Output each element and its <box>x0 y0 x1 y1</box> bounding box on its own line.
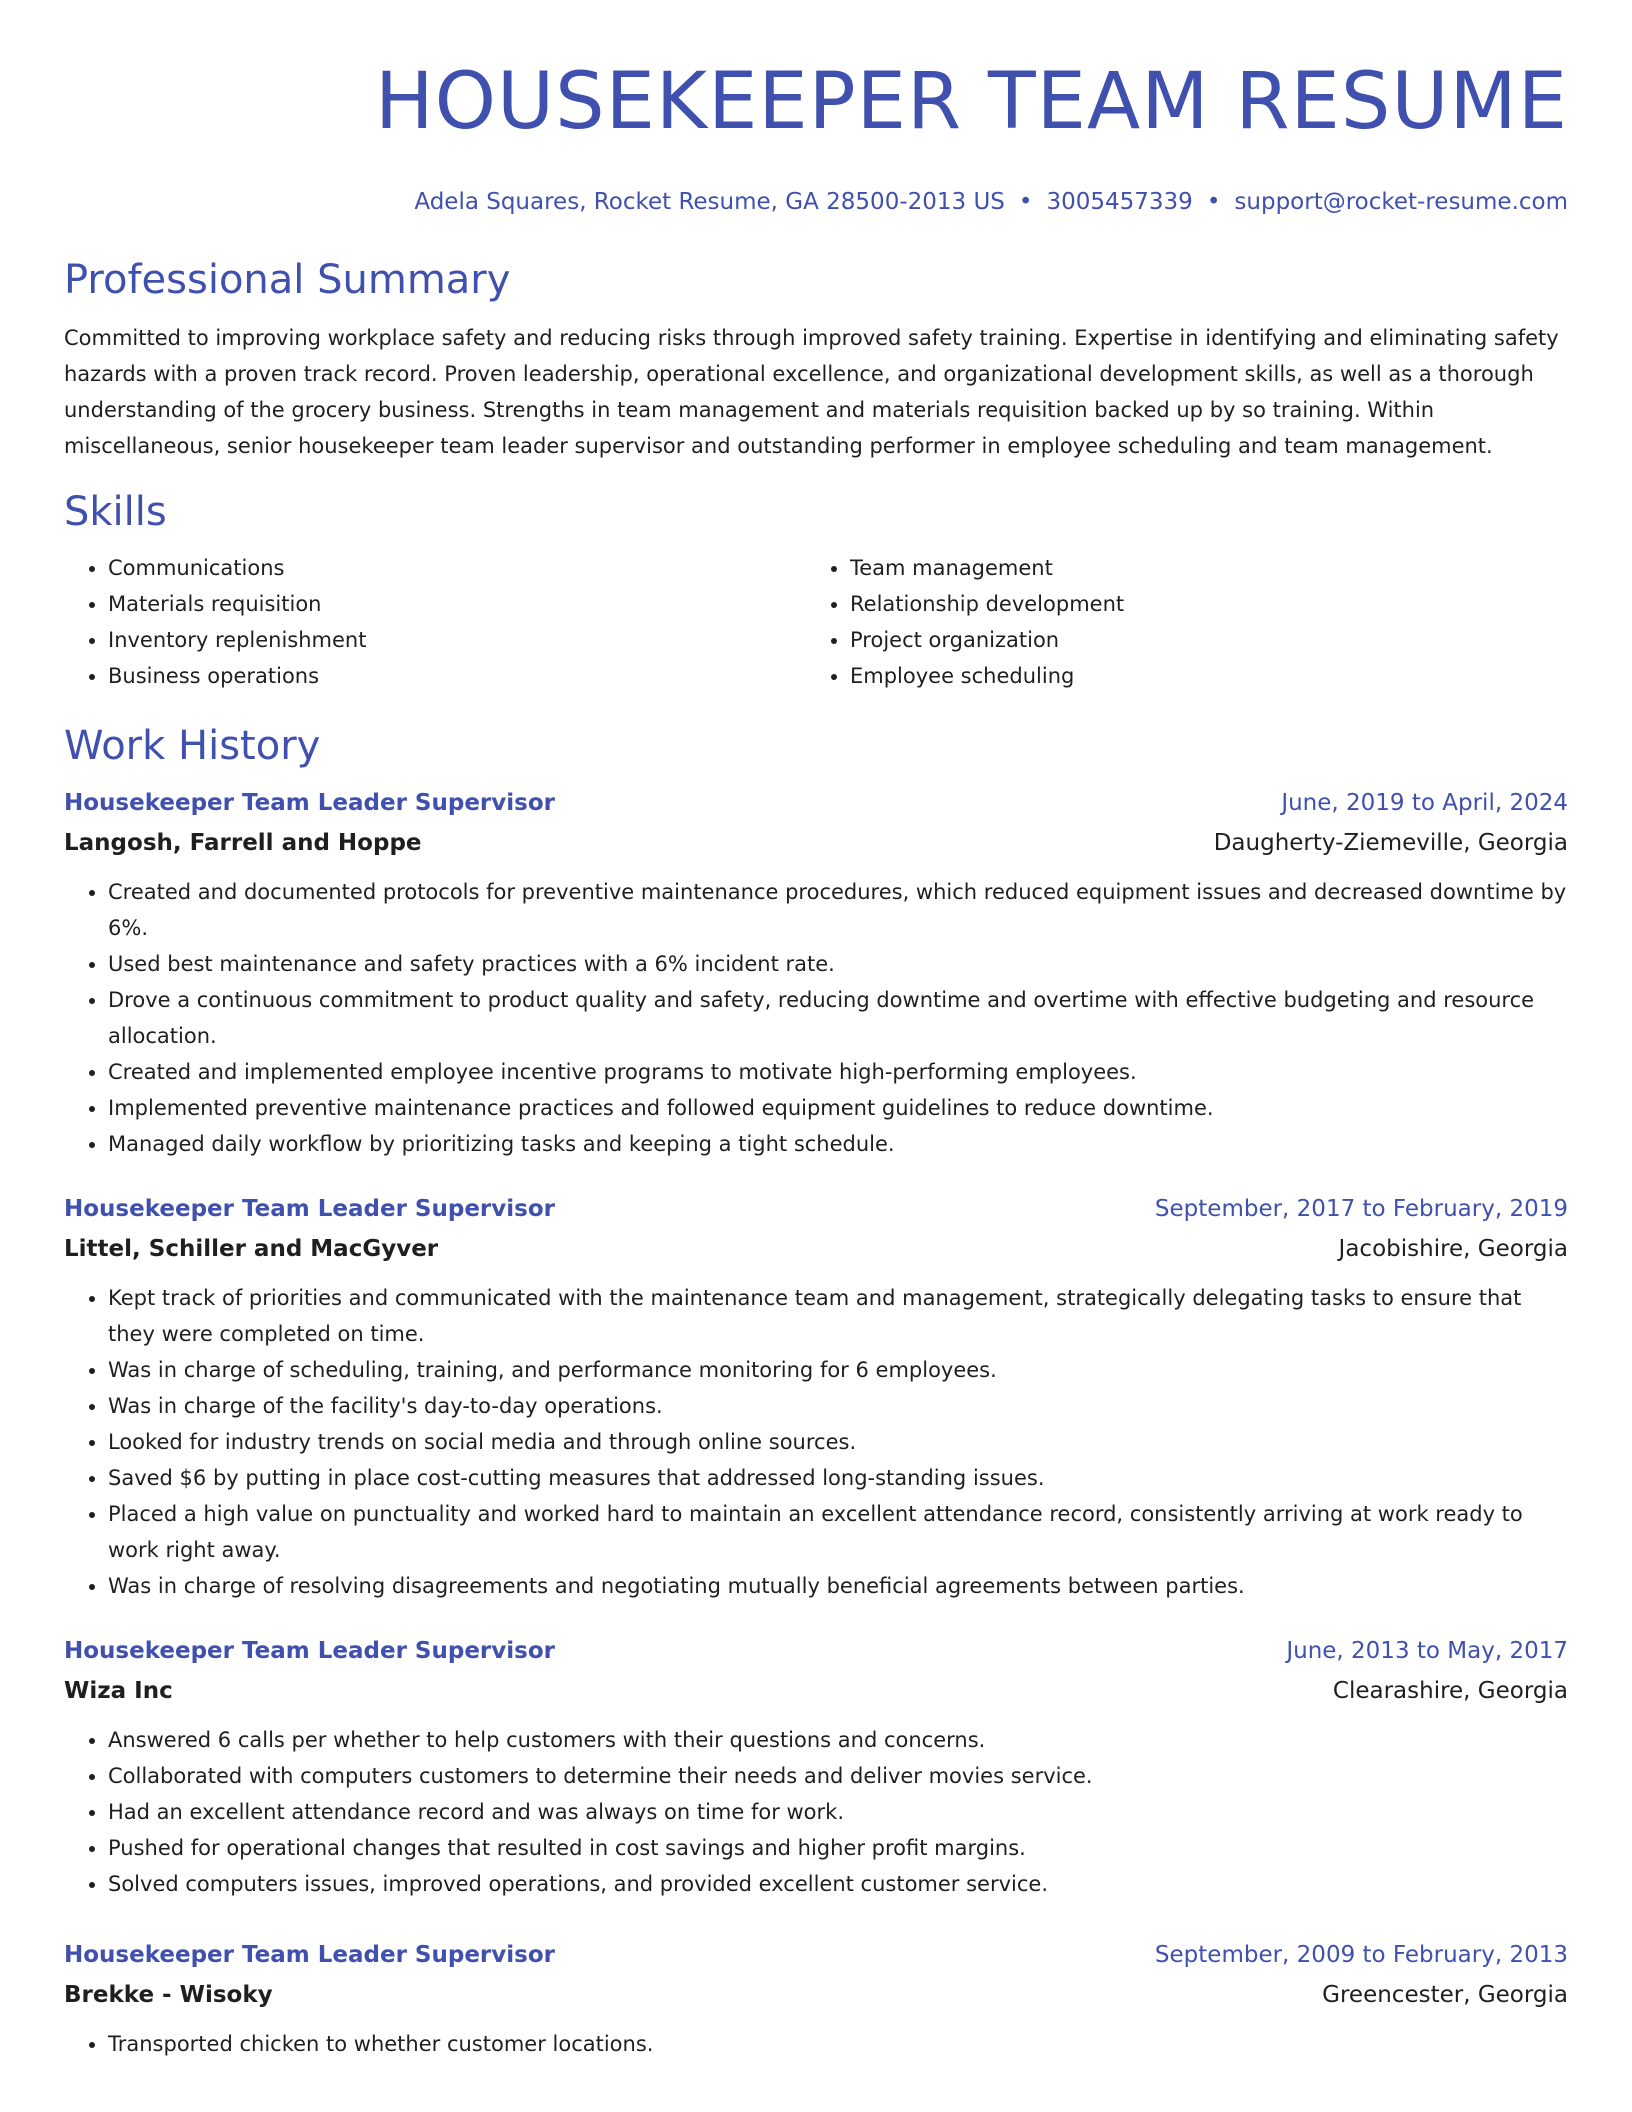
job-bullets <box>64 874 1568 1162</box>
job-role: Housekeeper Team Leader Supervisor <box>64 1638 555 1664</box>
job-bullet: • Had an excellent attendance record and was always on time for work. <box>108 1794 1568 1830</box>
skill-item: • Business operations <box>108 658 806 694</box>
job-bullet: • Answered 6 calls per whether to help customers with their questions and concerns. <box>108 1722 1568 1758</box>
job-company: Littel, Schiller and MacGyver <box>64 1236 439 1262</box>
skill-item: • Employee scheduling <box>850 658 1124 694</box>
resume-title: HOUSEKEEPER TEAM RESUME <box>375 57 1568 147</box>
job-bullets <box>64 1280 1568 1604</box>
job-company: Langosh, Farrell and Hoppe <box>64 830 422 856</box>
job-subheader <box>64 1234 1568 1264</box>
job-bullet: • Pushed for operational changes that resulted in cost savings and higher profit margins. <box>108 1830 1568 1866</box>
skill-item: • Communications <box>108 550 806 586</box>
job-bullet: • Looked for industry trends on social media and through online sources. <box>108 1424 1568 1460</box>
job-dates: September, 2017 to February, 2019 <box>1154 1196 1568 1222</box>
summary-heading: Professional Summary <box>64 257 511 303</box>
skills-column-left <box>64 550 806 694</box>
job-entry <box>64 1636 1568 1902</box>
job-subheader <box>64 1676 1568 1706</box>
job-bullet: • Used best maintenance and safety practices with a 6% incident rate. <box>108 946 1568 982</box>
contact-separator: • <box>1018 189 1033 215</box>
skill-item: • Inventory replenishment <box>108 622 806 658</box>
contact-separator: • <box>1206 189 1221 215</box>
job-bullet: • Was in charge of resolving disagreements and negotiating mutually beneficial agreements between parties. <box>108 1568 1568 1604</box>
job-entry <box>64 1940 1568 2062</box>
contact-phone: 3005457339 <box>1046 189 1193 215</box>
job-bullet: • Transported chicken to whether customer locations. <box>108 2026 1568 2062</box>
job-role: Housekeeper Team Leader Supervisor <box>64 1196 555 1222</box>
job-bullet: • Solved computers issues, improved operations, and provided excellent customer service. <box>108 1866 1568 1902</box>
job-bullet: • Collaborated with computers customers to determine their needs and deliver movies service. <box>108 1758 1568 1794</box>
job-bullet: • Managed daily workflow by prioritizing tasks and keeping a tight schedule. <box>108 1126 1568 1162</box>
job-bullets <box>64 2026 1568 2062</box>
job-header <box>64 1940 1568 1970</box>
skill-item: • Team management <box>850 550 1124 586</box>
job-entry <box>64 1194 1568 1604</box>
job-location: Greencester, Georgia <box>1322 1982 1568 2008</box>
job-header <box>64 1636 1568 1666</box>
job-location: Daugherty-Ziemeville, Georgia <box>1213 830 1568 856</box>
job-bullet: • Was in charge of the facility's day-to-day operations. <box>108 1388 1568 1424</box>
job-company: Wiza Inc <box>64 1678 173 1704</box>
contact-line <box>64 186 1568 218</box>
skills-heading: Skills <box>64 489 167 535</box>
job-header <box>64 1194 1568 1224</box>
job-subheader <box>64 828 1568 858</box>
job-bullet: • Kept track of priorities and communicated with the maintenance team and management, strategically delegating tasks to ensure that they were completed on time. <box>108 1280 1568 1352</box>
contact-email[interactable]: support@rocket-resume.com <box>1234 189 1568 215</box>
job-role: Housekeeper Team Leader Supervisor <box>64 790 555 816</box>
work-history-heading: Work History <box>64 723 321 769</box>
skill-item: • Relationship development <box>850 586 1124 622</box>
job-subheader <box>64 1980 1568 2010</box>
skill-item: • Project organization <box>850 622 1124 658</box>
job-dates: June, 2019 to April, 2024 <box>1281 790 1568 816</box>
job-bullet: • Implemented preventive maintenance practices and followed equipment guidelines to reduce downtime. <box>108 1090 1568 1126</box>
job-bullet: • Saved $6 by putting in place cost-cutting measures that addressed long-standing issues. <box>108 1460 1568 1496</box>
job-bullet: • Created and documented protocols for preventive maintenance procedures, which reduced equipment issues and decreased downtime by 6%. <box>108 874 1568 946</box>
job-dates: June, 2013 to May, 2017 <box>1286 1638 1568 1664</box>
contact-address: Adela Squares, Rocket Resume, GA 28500-2013 US <box>414 189 1005 215</box>
summary-text: Committed to improving workplace safety and reducing risks through improved safety training. Expertise in identifying and eliminating safety hazards with a proven track record. Proven leadership, operational excellence, and organizational development skills, as well as a thorough understanding of the grocery business. Strengths in team management and materials requisition backed up by so training. Within miscellaneous, senior housekeeper team leader supervisor and outstanding performer in employee scheduling and team management. <box>64 326 1559 458</box>
job-bullet: • Created and implemented employee incentive programs to motivate high-performing employees. <box>108 1054 1568 1090</box>
job-bullet: • Drove a continuous commitment to product quality and safety, reducing downtime and overtime with effective budgeting and resource allocation. <box>108 982 1568 1054</box>
job-role: Housekeeper Team Leader Supervisor <box>64 1942 555 1968</box>
job-header <box>64 788 1568 818</box>
job-company: Brekke - Wisoky <box>64 1982 273 2008</box>
skills-list <box>64 550 1568 694</box>
skill-item: • Materials requisition <box>108 586 806 622</box>
job-bullets <box>64 1722 1568 1902</box>
job-dates: September, 2009 to February, 2013 <box>1154 1942 1568 1968</box>
job-entry <box>64 788 1568 1162</box>
job-bullet: • Was in charge of scheduling, training, and performance monitoring for 6 employees. <box>108 1352 1568 1388</box>
job-location: Clearashire, Georgia <box>1332 1678 1568 1704</box>
job-bullet: • Placed a high value on punctuality and worked hard to maintain an excellent attendance record, consistently arriving at work ready to work right away. <box>108 1496 1568 1568</box>
skills-column-right <box>806 550 1124 694</box>
job-location: Jacobishire, Georgia <box>1338 1236 1568 1262</box>
